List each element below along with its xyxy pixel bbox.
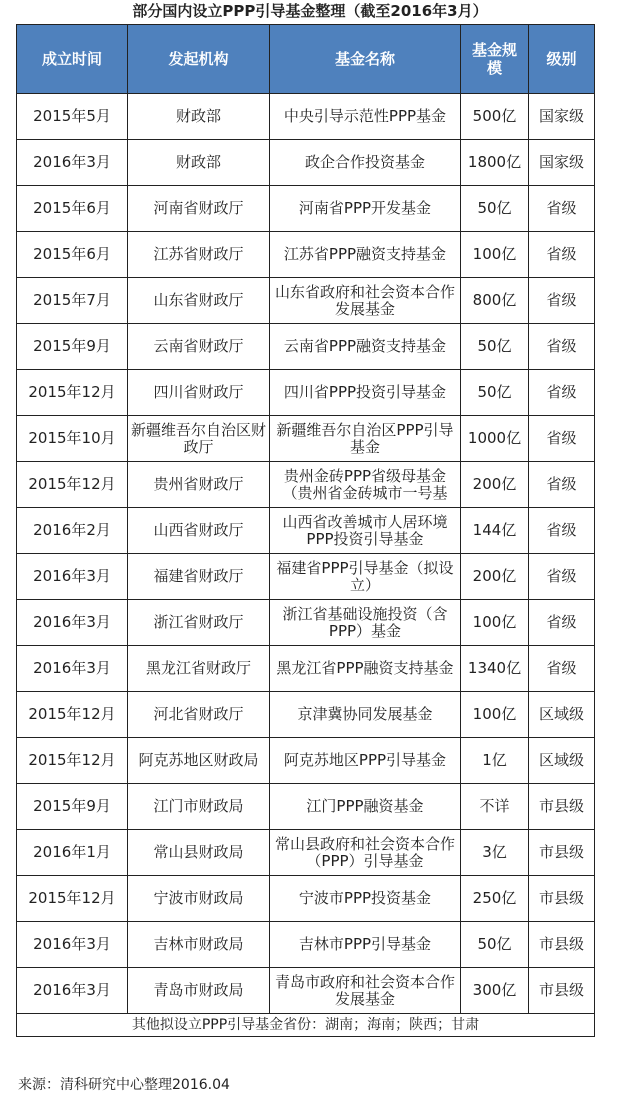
cell-sponsor — [128, 784, 270, 830]
cell-level-text: 市县级 — [538, 982, 584, 999]
table-title: 部分国内设立PPP引导基金整理（截至2016年3月） — [132, 2, 488, 20]
cell-fund-size-text: 1000亿 — [467, 430, 522, 447]
cell-fund-name — [270, 830, 461, 876]
cell-sponsor — [128, 370, 270, 416]
cell-fund-size — [461, 738, 529, 784]
cell-date — [17, 140, 128, 186]
cell-fund-name-text: 山东省政府和社会资本合作发展基金 — [274, 283, 455, 318]
cell-sponsor-text: 宁波市财政局 — [153, 890, 244, 907]
table-row — [17, 186, 595, 232]
cell-sponsor-text: 四川省财政厅 — [153, 384, 244, 401]
cell-fund-name — [270, 692, 461, 738]
cell-date — [17, 968, 128, 1014]
cell-level-text: 省级 — [546, 246, 577, 263]
cell-date — [17, 738, 128, 784]
cell-date — [17, 508, 128, 554]
cell-sponsor — [128, 968, 270, 1014]
cell-level — [529, 830, 595, 876]
cell-level — [529, 646, 595, 692]
cell-sponsor-text: 山东省财政厅 — [153, 292, 244, 309]
cell-date-text: 2015年9月 — [33, 798, 111, 815]
cell-fund-size — [461, 600, 529, 646]
cell-fund-name — [270, 140, 461, 186]
cell-fund-name — [270, 508, 461, 554]
cell-date-text: 2016年2月 — [33, 522, 111, 539]
cell-fund-size — [461, 554, 529, 600]
cell-fund-size-text: 800亿 — [472, 292, 517, 309]
cell-fund-size-text: 50亿 — [477, 200, 512, 217]
cell-sponsor — [128, 692, 270, 738]
cell-sponsor-text: 新疆维吾尔自治区财政厅 — [130, 421, 266, 456]
cell-sponsor-text: 江苏省财政厅 — [153, 246, 244, 263]
cell-date — [17, 324, 128, 370]
cell-fund-size — [461, 508, 529, 554]
cell-level — [529, 94, 595, 140]
cell-sponsor — [128, 738, 270, 784]
cell-fund-name-text: 宁波市PPP投资基金 — [298, 890, 432, 907]
cell-level-text: 市县级 — [538, 936, 584, 953]
cell-level — [529, 186, 595, 232]
cell-fund-name — [270, 600, 461, 646]
cell-fund-name — [270, 646, 461, 692]
cell-fund-size-text: 500亿 — [472, 108, 517, 125]
table-row — [17, 232, 595, 278]
cell-fund-size-text: 100亿 — [472, 246, 517, 263]
cell-fund-name — [270, 324, 461, 370]
cell-sponsor — [128, 324, 270, 370]
cell-sponsor-text: 财政部 — [175, 108, 221, 125]
cell-fund-name-text: 新疆维吾尔自治区PPP引导基金 — [276, 421, 454, 456]
cell-sponsor-text: 财政部 — [175, 154, 221, 171]
cell-fund-size-text: 250亿 — [472, 890, 517, 907]
table-row — [17, 692, 595, 738]
table-row — [17, 554, 595, 600]
header-row — [17, 25, 595, 94]
cell-fund-name — [270, 784, 461, 830]
cell-fund-name — [270, 554, 461, 600]
cell-fund-name-text: 京津冀协同发展基金 — [297, 706, 433, 723]
cell-date-text: 2015年12月 — [28, 706, 116, 723]
cell-level-text: 市县级 — [538, 798, 584, 815]
footer-note: 其他拟设立PPP引导基金省份：湖南；海南；陕西；甘肃 — [17, 1014, 595, 1037]
cell-date-text: 2015年6月 — [33, 246, 111, 263]
cell-level — [529, 738, 595, 784]
cell-fund-size-text: 100亿 — [472, 706, 517, 723]
cell-level-text: 省级 — [546, 338, 577, 355]
cell-sponsor — [128, 232, 270, 278]
cell-date — [17, 646, 128, 692]
cell-fund-size-text: 50亿 — [477, 384, 512, 401]
cell-date-text: 2016年3月 — [33, 614, 111, 631]
cell-sponsor-text: 福建省财政厅 — [153, 568, 244, 585]
cell-level — [529, 784, 595, 830]
cell-fund-name-text: 江苏省PPP融资支持基金 — [283, 246, 447, 263]
footer-row — [17, 1014, 595, 1037]
cell-fund-name-text: 云南省PPP融资支持基金 — [283, 338, 447, 355]
cell-fund-size-text: 1340亿 — [467, 660, 522, 677]
cell-fund-size — [461, 278, 529, 324]
cell-date — [17, 830, 128, 876]
cell-sponsor — [128, 554, 270, 600]
cell-level — [529, 462, 595, 508]
cell-fund-size — [461, 646, 529, 692]
cell-level — [529, 140, 595, 186]
cell-fund-size — [461, 232, 529, 278]
table-row — [17, 462, 595, 508]
table-row — [17, 278, 595, 324]
cell-sponsor — [128, 462, 270, 508]
header-fund-name: 基金名称 — [270, 25, 461, 94]
cell-fund-name-text: 贵州金砖PPP省级母基金（贵州省金砖城市一号基 — [282, 467, 448, 502]
cell-fund-name — [270, 876, 461, 922]
cell-date — [17, 876, 128, 922]
cell-level — [529, 416, 595, 462]
cell-sponsor-text: 黑龙江省财政厅 — [145, 660, 251, 677]
cell-date-text: 2016年3月 — [33, 982, 111, 999]
cell-fund-name-text: 河南省PPP开发基金 — [298, 200, 432, 217]
cell-level-text: 省级 — [546, 292, 577, 309]
cell-level — [529, 692, 595, 738]
cell-fund-size — [461, 140, 529, 186]
cell-level — [529, 370, 595, 416]
table-row — [17, 94, 595, 140]
cell-fund-size — [461, 784, 529, 830]
table-row — [17, 600, 595, 646]
cell-sponsor-text: 河北省财政厅 — [153, 706, 244, 723]
cell-date — [17, 186, 128, 232]
cell-sponsor — [128, 600, 270, 646]
cell-date — [17, 692, 128, 738]
table-row — [17, 876, 595, 922]
cell-date-text: 2015年12月 — [28, 752, 116, 769]
cell-fund-size-text: 144亿 — [472, 522, 517, 539]
cell-date-text: 2016年3月 — [33, 936, 111, 953]
cell-level — [529, 554, 595, 600]
cell-level-text: 省级 — [546, 614, 577, 631]
cell-date — [17, 94, 128, 140]
cell-fund-name-text: 吉林市PPP引导基金 — [298, 936, 432, 953]
cell-sponsor — [128, 416, 270, 462]
cell-fund-name — [270, 232, 461, 278]
cell-fund-size-text: 200亿 — [472, 568, 517, 585]
cell-level-text: 区域级 — [538, 752, 584, 769]
cell-fund-name-text: 中央引导示范性PPP基金 — [283, 108, 447, 125]
cell-fund-name — [270, 94, 461, 140]
cell-date-text: 2015年5月 — [33, 108, 111, 125]
cell-sponsor-text: 云南省财政厅 — [153, 338, 244, 355]
cell-fund-size-text: 200亿 — [472, 476, 517, 493]
cell-sponsor — [128, 94, 270, 140]
cell-level-text: 国家级 — [538, 108, 584, 125]
fund-table — [16, 24, 595, 1037]
cell-date-text: 2015年9月 — [33, 338, 111, 355]
cell-fund-name-text: 常山县政府和社会资本合作（PPP）引导基金 — [274, 835, 455, 870]
cell-sponsor-text: 河南省财政厅 — [153, 200, 244, 217]
table-row — [17, 922, 595, 968]
cell-fund-name — [270, 278, 461, 324]
cell-fund-size-text: 100亿 — [472, 614, 517, 631]
cell-date-text: 2016年3月 — [33, 154, 111, 171]
table-row — [17, 968, 595, 1014]
cell-fund-name — [270, 968, 461, 1014]
cell-sponsor-text: 吉林市财政局 — [153, 936, 244, 953]
cell-date — [17, 232, 128, 278]
cell-sponsor-text: 贵州省财政厅 — [153, 476, 244, 493]
cell-level-text: 区域级 — [538, 706, 584, 723]
cell-fund-size — [461, 876, 529, 922]
cell-level — [529, 876, 595, 922]
table-row — [17, 830, 595, 876]
cell-fund-size — [461, 94, 529, 140]
cell-fund-name — [270, 462, 461, 508]
table-row — [17, 784, 595, 830]
cell-fund-size — [461, 922, 529, 968]
cell-level-text: 省级 — [546, 568, 577, 585]
header-fund-size: 基金规模 — [461, 25, 529, 94]
cell-level-text: 省级 — [546, 384, 577, 401]
cell-fund-name-text: 江门PPP融资基金 — [306, 798, 424, 815]
cell-date — [17, 278, 128, 324]
cell-level-text: 省级 — [546, 430, 577, 447]
cell-sponsor — [128, 646, 270, 692]
cell-level — [529, 508, 595, 554]
cell-date-text: 2015年12月 — [28, 890, 116, 907]
cell-level-text: 省级 — [546, 660, 577, 677]
cell-level-text: 省级 — [546, 476, 577, 493]
cell-sponsor — [128, 278, 270, 324]
cell-fund-size — [461, 830, 529, 876]
table-body — [17, 94, 595, 1014]
cell-level-text: 市县级 — [538, 890, 584, 907]
cell-fund-size-text: 1亿 — [482, 752, 507, 769]
table-row — [17, 416, 595, 462]
cell-date-text: 2015年6月 — [33, 200, 111, 217]
cell-level-text: 市县级 — [538, 844, 584, 861]
cell-sponsor — [128, 922, 270, 968]
cell-fund-name — [270, 416, 461, 462]
cell-fund-name-text: 青岛市政府和社会资本合作发展基金 — [274, 973, 455, 1008]
cell-sponsor — [128, 140, 270, 186]
cell-fund-size — [461, 324, 529, 370]
header-sponsor: 发起机构 — [128, 25, 270, 94]
cell-sponsor-text: 江门市财政局 — [153, 798, 244, 815]
cell-level-text: 国家级 — [538, 154, 584, 171]
cell-sponsor — [128, 830, 270, 876]
source-note: 来源：清科研究中心整理2016.04 — [18, 1077, 230, 1093]
cell-fund-name-text: 政企合作投资基金 — [304, 154, 425, 171]
cell-level — [529, 968, 595, 1014]
cell-fund-name — [270, 922, 461, 968]
cell-fund-size — [461, 186, 529, 232]
cell-level — [529, 600, 595, 646]
cell-date — [17, 784, 128, 830]
cell-fund-name — [270, 738, 461, 784]
cell-fund-size — [461, 416, 529, 462]
cell-fund-size-text: 50亿 — [477, 936, 512, 953]
cell-date — [17, 462, 128, 508]
cell-date-text: 2016年3月 — [33, 568, 111, 585]
cell-fund-name-text: 福建省PPP引导基金（拟设立） — [276, 559, 454, 594]
cell-fund-name-text: 黑龙江省PPP融资支持基金 — [276, 660, 454, 677]
cell-fund-size — [461, 692, 529, 738]
cell-fund-size-text: 不详 — [479, 798, 510, 815]
cell-level — [529, 232, 595, 278]
cell-fund-name — [270, 186, 461, 232]
cell-date-text: 2016年1月 — [33, 844, 111, 861]
cell-fund-size — [461, 968, 529, 1014]
cell-fund-name-text: 浙江省基础设施投资（含PPP）基金 — [282, 605, 448, 640]
cell-date-text: 2015年12月 — [28, 476, 116, 493]
cell-sponsor — [128, 508, 270, 554]
cell-date — [17, 600, 128, 646]
table-row — [17, 140, 595, 186]
cell-fund-name-text: 阿克苏地区PPP引导基金 — [283, 752, 447, 769]
cell-date-text: 2015年7月 — [33, 292, 111, 309]
cell-fund-size-text: 1800亿 — [467, 154, 522, 171]
cell-fund-size-text: 3亿 — [482, 844, 507, 861]
cell-date-text: 2016年3月 — [33, 660, 111, 677]
cell-level — [529, 922, 595, 968]
cell-date — [17, 416, 128, 462]
table-row — [17, 370, 595, 416]
cell-date-text: 2015年10月 — [28, 430, 116, 447]
cell-level — [529, 324, 595, 370]
header-level: 级别 — [529, 25, 595, 94]
cell-fund-size-text: 300亿 — [472, 982, 517, 999]
cell-level — [529, 278, 595, 324]
cell-sponsor — [128, 186, 270, 232]
cell-level-text: 省级 — [546, 200, 577, 217]
cell-sponsor — [128, 876, 270, 922]
table-row — [17, 646, 595, 692]
table-row — [17, 738, 595, 784]
cell-date — [17, 370, 128, 416]
header-date: 成立时间 — [17, 25, 128, 94]
cell-date-text: 2015年12月 — [28, 384, 116, 401]
cell-sponsor-text: 浙江省财政厅 — [153, 614, 244, 631]
cell-sponsor-text: 常山县财政局 — [153, 844, 244, 861]
cell-fund-name-text: 四川省PPP投资引导基金 — [283, 384, 447, 401]
cell-date — [17, 554, 128, 600]
cell-sponsor-text: 山西省财政厅 — [153, 522, 244, 539]
cell-fund-name-text: 山西省改善城市人居环境PPP投资引导基金 — [282, 513, 448, 548]
cell-sponsor-text: 青岛市财政局 — [153, 982, 244, 999]
cell-fund-name — [270, 370, 461, 416]
cell-fund-size-text: 50亿 — [477, 338, 512, 355]
table-row — [17, 508, 595, 554]
cell-level-text: 省级 — [546, 522, 577, 539]
cell-fund-size — [461, 462, 529, 508]
cell-sponsor-text: 阿克苏地区财政局 — [138, 752, 259, 769]
cell-date — [17, 922, 128, 968]
table-row — [17, 324, 595, 370]
cell-fund-size — [461, 370, 529, 416]
